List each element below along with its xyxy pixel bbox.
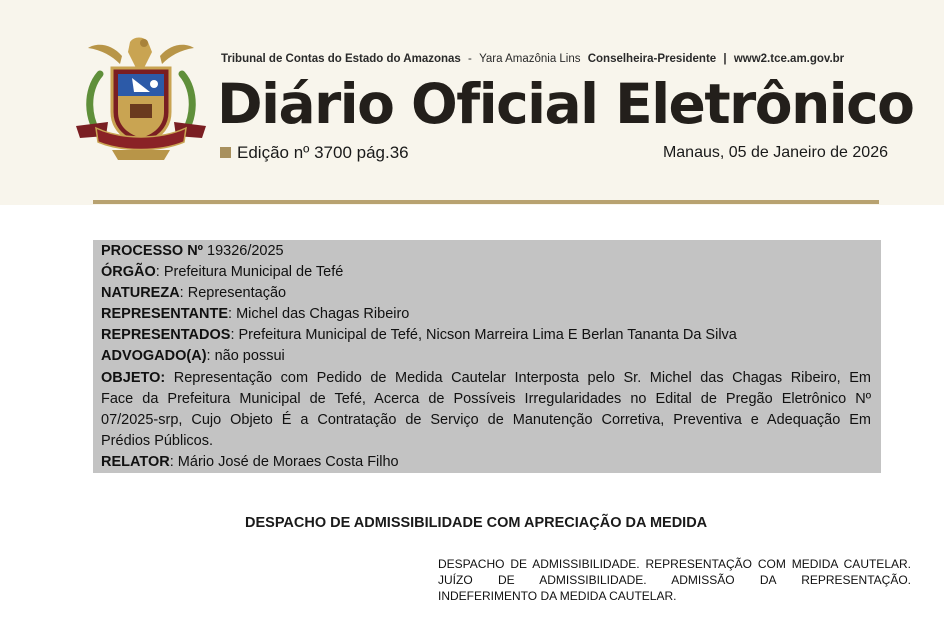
representative-row <box>101 304 871 324</box>
object-text-1: Representação com Pedido de Medida Cautelar Interposta pelo Sr. Michel das Chagas Ribeiro, Em <box>165 370 871 386</box>
page-header <box>0 0 944 205</box>
edition-info <box>220 143 409 163</box>
rapporteur-value: : Mário José de Moraes Costa Filho <box>169 454 399 470</box>
object-row-2 <box>101 389 871 409</box>
process-number-row <box>101 241 871 261</box>
header-divider <box>93 200 879 204</box>
object-text-2: Face da Prefeitura Municipal de Tefé, Acerca de Possíveis Irregularidades no Edital de Pregão Eletrônico Nº <box>101 391 871 407</box>
object-text-4: Prédios Públicos. <box>101 433 214 449</box>
tce-am-coat-of-arms-icon <box>72 34 210 166</box>
square-bullet-icon <box>220 147 231 158</box>
president-title: Conselheira-Presidente <box>587 53 717 65</box>
process-number-value: 19326/2025 <box>202 243 284 259</box>
publication-date: Manaus, 05 de Janeiro de 2026 <box>662 144 888 161</box>
court-name: Tribunal de Contas do Estado do Amazonas <box>221 53 461 65</box>
process-number-label: PROCESSO Nº <box>101 243 203 259</box>
represented-value: : Prefeitura Municipal de Tefé, Nicson Marreira Lima E Berlan Tananta Da Silva <box>230 327 737 343</box>
object-row-3 <box>101 410 871 430</box>
object-row-4 <box>101 431 871 451</box>
object-text-3: 07/2025-srp, Cujo Objeto É a Contratação de Serviço de Manutenção Corretiva, Preventiva e Adequação Em <box>101 412 871 428</box>
section-title: DESPACHO DE ADMISSIBILIDADE COM APRECIAÇÃO DA MEDIDA <box>245 515 708 531</box>
object-label: OBJETO: <box>101 370 166 386</box>
representative-value: : Michel das Chagas Ribeiro <box>228 306 410 322</box>
organ-row <box>101 262 871 282</box>
organ-value: : Prefeitura Municipal de Tefé <box>155 264 344 280</box>
ementa-line-1: DESPACHO DE ADMISSIBILIDADE. REPRESENTAÇÃO COM MEDIDA CAUTELAR. <box>438 557 911 571</box>
lawyer-value: : não possui <box>206 348 285 364</box>
nature-label: NATUREZA <box>101 285 180 301</box>
edition-label: Edição nº 3700 pág.36 <box>237 143 409 162</box>
court-separator: - <box>468 53 472 65</box>
represented-row <box>101 325 871 345</box>
organ-label: ÓRGÃO <box>101 264 156 280</box>
journal-title: Diário Oficial Eletrônico <box>217 72 914 136</box>
rapporteur-label: RELATOR <box>101 454 170 470</box>
website-link[interactable]: www2.tce.am.gov.br <box>733 53 845 65</box>
president-name: Yara Amazônia Lins <box>479 53 581 65</box>
ementa-line-2: JUÍZO DE ADMISSIBILIDADE. ADMISSÃO DA REPRESENTAÇÃO. <box>438 573 911 587</box>
representative-label: REPRESENTANTE <box>101 306 229 322</box>
lawyer-row <box>101 346 871 366</box>
nature-value: : Representação <box>179 285 287 301</box>
court-info-line <box>221 53 901 65</box>
lawyer-label: ADVOGADO(A) <box>101 348 207 364</box>
object-row-1 <box>101 368 871 388</box>
court-divider: | <box>723 53 727 65</box>
rapporteur-row <box>101 452 871 472</box>
represented-label: REPRESENTADOS <box>101 327 231 343</box>
nature-row <box>101 283 871 303</box>
ementa-line-3: INDEFERIMENTO DA MEDIDA CAUTELAR. <box>438 589 677 603</box>
